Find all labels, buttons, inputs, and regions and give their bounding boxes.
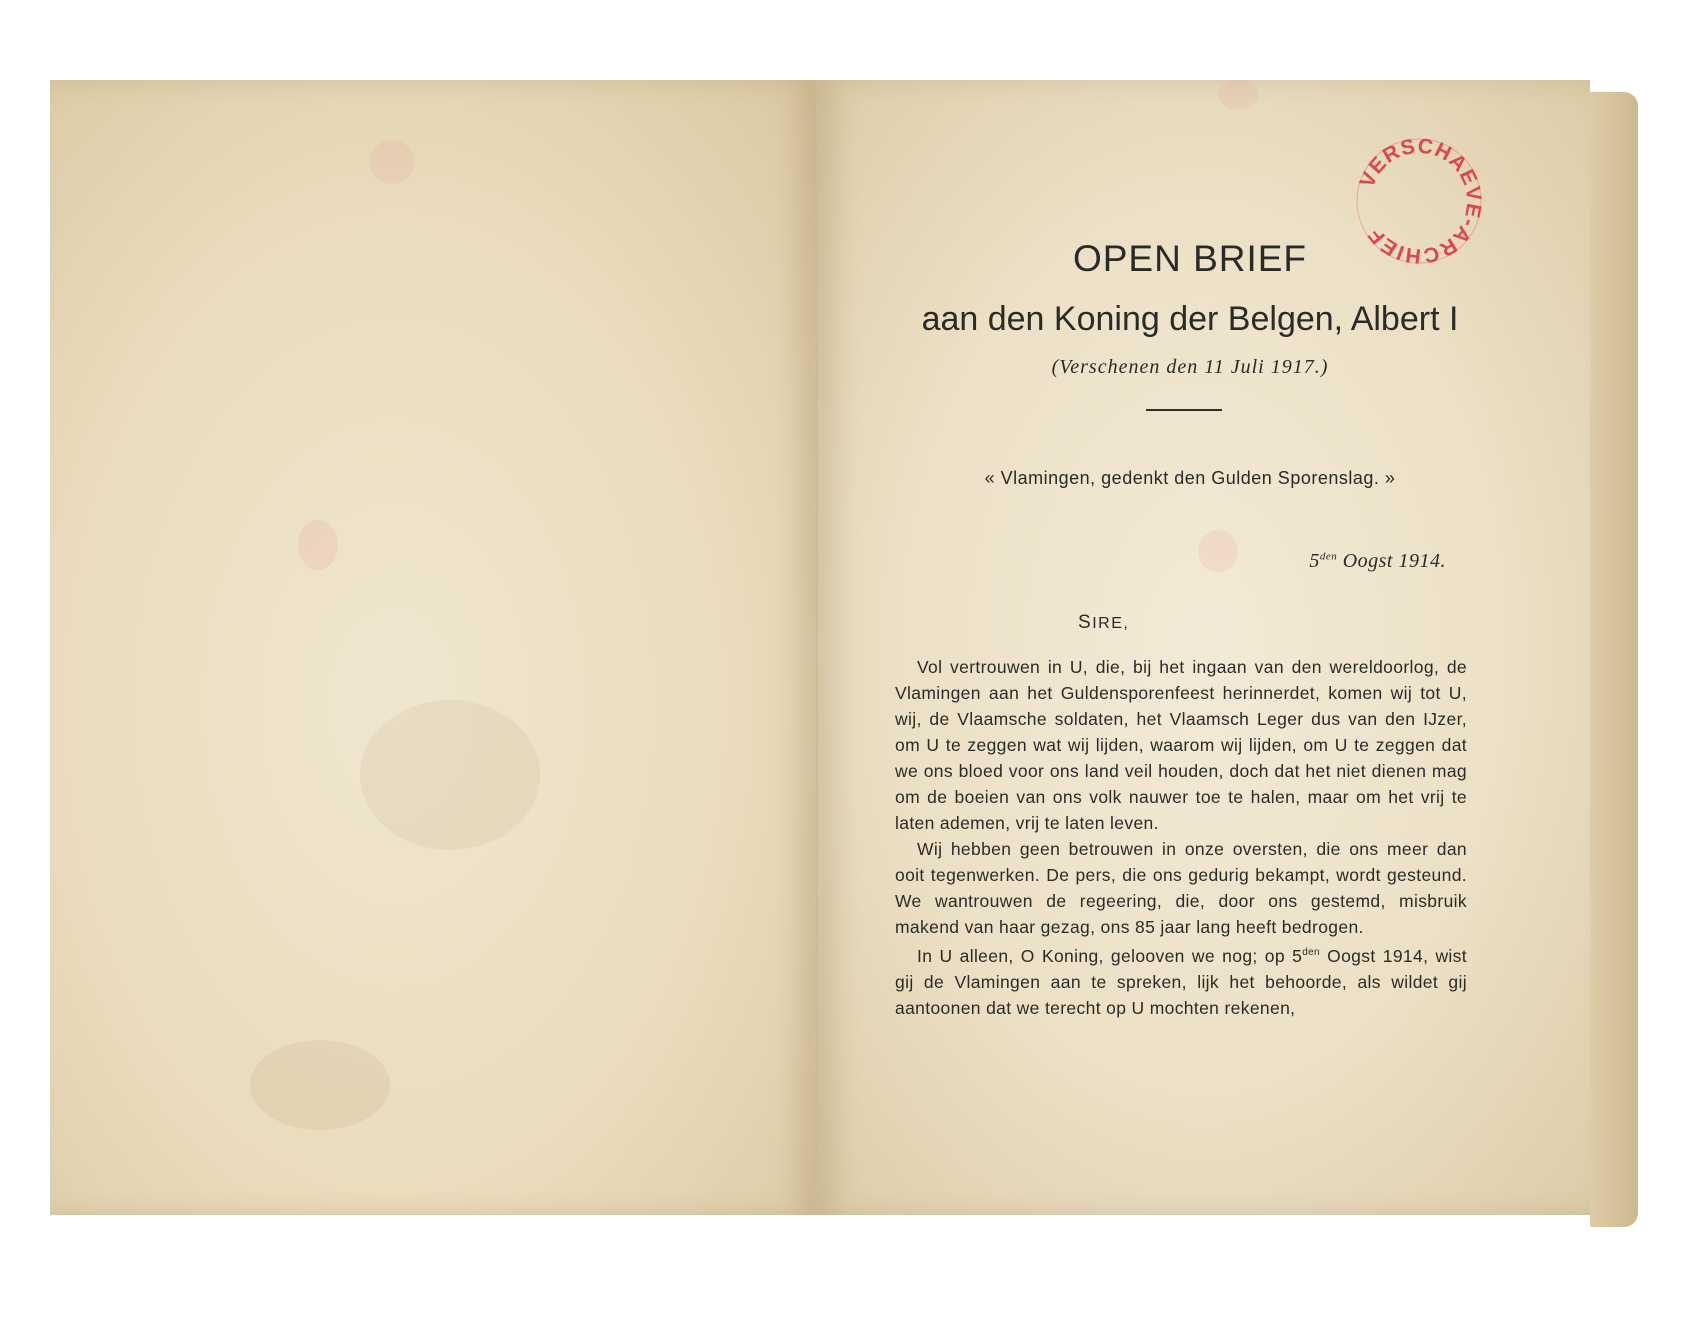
letter-body [895, 654, 1467, 1021]
left-page-blank [50, 80, 818, 1215]
page-stack-edge [1590, 92, 1638, 1227]
paper-stain [1218, 80, 1258, 110]
publication-note: (Verschenen den 11 Juli 1917.) [1051, 356, 1329, 378]
paper-stain [250, 1040, 390, 1130]
paper-stain [1198, 530, 1238, 572]
document-subtitle: aan den Koning der Belgen, Albert I [921, 300, 1459, 338]
paragraph-3 [895, 940, 1467, 1021]
paper-stain [360, 700, 540, 850]
paragraph-1: Vol vertrouwen in U, die, bij het ingaan van den wereldoorlog, de Vlamingen aan het Guldensporenfeest herinnerdet, komen wij tot U, wij, de Vlaamsche soldaten, het Vlaamsch Leger dus van den IJzer, om U te zeggen wat wij lijden, waarom wij lijden, om U te zeggen dat we ons bloed voor ons land veil houden, doch dat het niet dienen mag om de boeien van ons volk nauwer toe te halen, maar om het vrij te laten ademen, vrij te laten leven. [895, 657, 1467, 833]
paragraph-2: Wij hebben geen betrouwen in onze oversten, die ons meer dan ooit tegenwerken. De pers, die ons gedurig bekampt, wordt gesteund. We wantrouwen de regeering, die, door ons gestemd, misbruik makend van haar gezag, ons 85 jaar lang heeft bedrogen. [895, 839, 1467, 937]
paragraph-3-start: In U alleen, O Koning, gelooven we nog; op 5 [917, 945, 1303, 966]
date-ordinal-suffix: den [1319, 550, 1338, 563]
document-title: OPEN BRIEF [1072, 238, 1308, 279]
letter-date [1309, 550, 1446, 573]
paragraph-3-end: Oogst 1914, wist gij de Vlamingen aan te spreken, lijk het behoorde, als wildet gij aantoonen dat we terecht op U mochten rekenen, [895, 945, 1467, 1018]
motto: « Vlamingen, gedenkt den Gulden Sporenslag. » [984, 468, 1396, 488]
title-divider [1146, 409, 1222, 411]
paragraph-3-sup: den [1302, 947, 1320, 958]
date-rest: Oogst 1914. [1342, 550, 1446, 572]
stamp-text: VERSCHAEVE-ARCHIEF [1355, 134, 1486, 268]
paper-stain [370, 140, 414, 184]
date-ordinal: 5 [1309, 550, 1320, 572]
salutation-initial: S [1078, 612, 1093, 633]
paper-stain [298, 520, 338, 570]
salutation [1078, 612, 1129, 634]
salutation-rest: IRE, [1092, 615, 1130, 632]
